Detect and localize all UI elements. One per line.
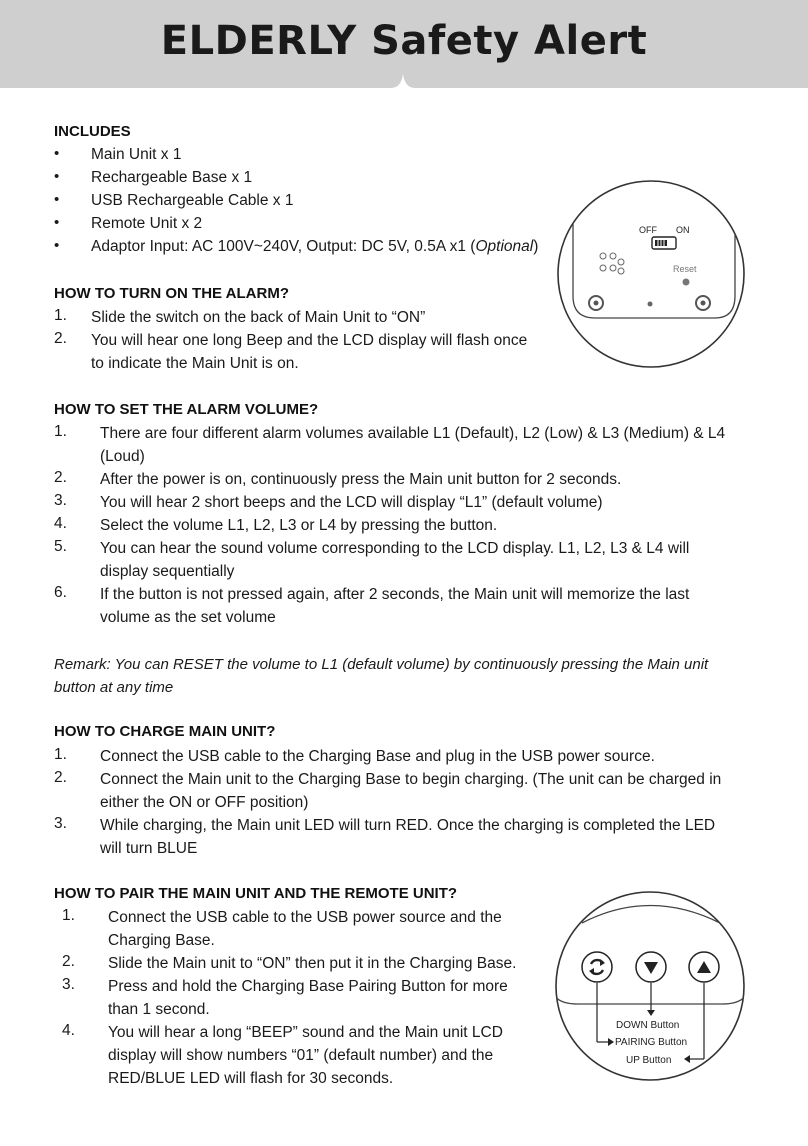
screw-icon [696,296,710,310]
step-number: 1. [54,746,67,763]
step-number: 2. [54,769,67,786]
adaptor-text: Adaptor Input: AC 100V~240V, Output: DC 5V, 0.5A x1 ( [91,238,476,255]
adaptor-close: ) [533,238,539,255]
step-number: 3. [62,976,75,993]
step-text: Charging Base. [108,932,215,949]
step-text: There are four different alarm volumes available L1 (Default), L2 (Low) & L3 (Medium) & L4 [100,425,726,442]
up-button-label: UP Button [626,1055,672,1066]
step-number: 4. [62,1022,75,1039]
step-number: 2. [62,953,75,970]
off-label: OFF [639,225,657,235]
step-text: Select the volume L1, L2, L3 or L4 by pressing the button. [100,517,498,534]
bullet-dot: • [54,237,60,254]
include-item [91,235,538,258]
step-text: display sequentially [100,563,235,580]
step-number: 1. [62,907,75,924]
pairing-button-label: PAIRING Button [615,1037,688,1048]
step-number: 2. [54,469,67,486]
on-label: ON [676,225,690,235]
optional-text: Optional [475,238,534,255]
bullet-dot: • [54,145,60,162]
step-text: Slide the Main unit to “ON” then put it in the Charging Base. [108,955,517,972]
remark-line: Remark: You can RESET the volume to L1 (default volume) by continuously pressing the Main unit [54,656,709,673]
up-button-icon [689,952,719,982]
remark-line: button at any time [54,679,174,696]
step-text: You can hear the sound volume corresponding to the LCD display. L1, L2, L3 & L4 will [100,540,690,557]
bullet-dot: • [54,168,60,185]
step-text: Connect the USB cable to the Charging Base and plug in the USB power source. [100,748,655,765]
step-text: display will show numbers “01” (default number) and the [108,1047,494,1064]
screw-icon [589,296,603,310]
volume-heading: HOW TO SET THE ALARM VOLUME? [54,401,319,418]
step-number: 2. [54,330,67,347]
indicator-dot-icon [648,302,653,307]
step-text: volume as the set volume [100,609,276,626]
bullet-dot: • [54,214,60,231]
step-number: 1. [54,423,67,440]
bullet-dot: • [54,191,60,208]
pairing-button-icon [582,952,612,982]
step-text: You will hear a long “BEEP” sound and the Main unit LCD [108,1024,503,1041]
switch-diagram [555,178,747,370]
reset-button-icon [683,279,690,286]
step-text: Press and hold the Charging Base Pairing Button for more [108,978,508,995]
step-text: If the button is not pressed again, after 2 seconds, the Main unit will memorize the last [100,586,690,603]
charging-base-diagram [552,888,748,1084]
step-text: After the power is on, continuously press the Main unit button for 2 seconds. [100,471,622,488]
turn-on-heading: HOW TO TURN ON THE ALARM? [54,285,289,302]
step-text: RED/BLUE LED will flash for 30 seconds. [108,1070,394,1087]
pair-heading: HOW TO PAIR THE MAIN UNIT AND THE REMOTE UNIT? [54,885,458,902]
step-number: 3. [54,492,67,509]
step-text: You will hear one long Beep and the LCD display will flash once [91,332,528,349]
include-item: Rechargeable Base x 1 [91,169,253,186]
step-text: either the ON or OFF position) [100,794,309,811]
step-text: Slide the switch on the back of Main Unit to “ON” [91,309,426,326]
step-text: You will hear 2 short beeps and the LCD will display “L1” (default volume) [100,494,603,511]
charge-heading: HOW TO CHARGE MAIN UNIT? [54,723,276,740]
step-text: to indicate the Main Unit is on. [91,355,299,372]
step-text: will turn BLUE [100,840,198,857]
down-button-icon [636,952,666,982]
include-item: Remote Unit x 2 [91,215,203,232]
step-number: 1. [54,307,67,324]
slide-switch-icon [652,237,676,249]
step-number: 4. [54,515,67,532]
step-text: While charging, the Main unit LED will turn RED. Once the charging is completed the LED [100,817,716,834]
step-number: 5. [54,538,67,555]
include-item: USB Rechargeable Cable x 1 [91,192,294,209]
step-text: Connect the USB cable to the USB power source and the [108,909,502,926]
include-item: Main Unit x 1 [91,146,182,163]
step-number: 3. [54,815,67,832]
down-button-label: DOWN Button [616,1020,680,1031]
includes-heading: INCLUDES [54,123,131,140]
page-title: ELDERLY Safety Alert [160,18,648,64]
step-text: than 1 second. [108,1001,210,1018]
step-text: (Loud) [100,448,145,465]
reset-label: Reset [673,264,697,274]
step-number: 6. [54,584,67,601]
step-text: Connect the Main unit to the Charging Base to begin charging. (The unit can be charged in [100,771,722,788]
